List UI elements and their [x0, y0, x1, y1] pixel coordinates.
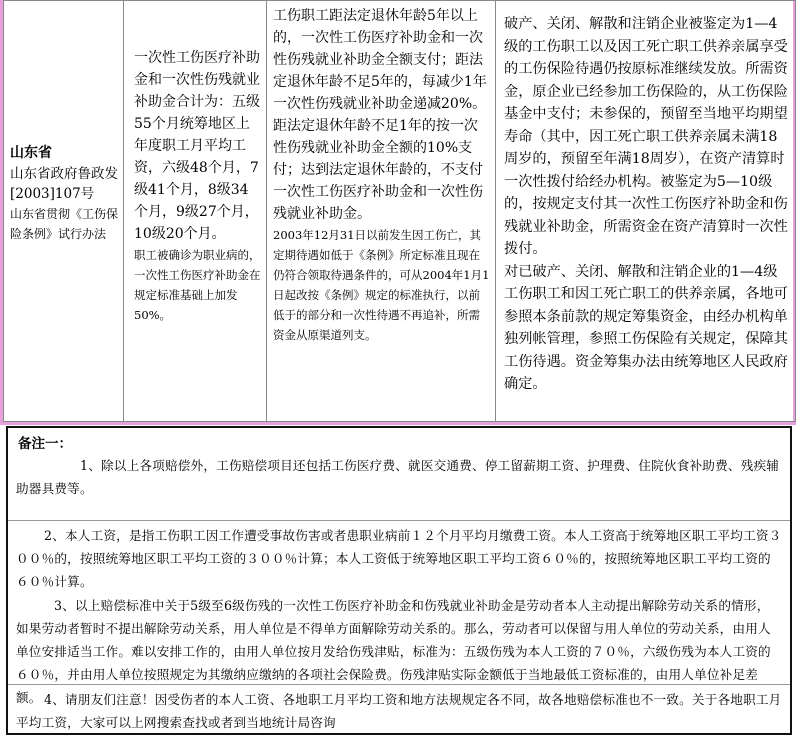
note-item: 2、本人工资，是指工伤职工因工作遭受事故伤害或者患职业病前１２个月平均月缴费工资。本人工资高于统筹地区职工平均工资３００％的，按照统筹地区职工平均工资的３００％计算；本人工资低于统筹地区职工平均工资６０％的，按照统筹地区职工平均工资的６０％计算。 [16, 528, 782, 589]
note-item: 4、请朋友们注意！因受伤者的本人工资、各地职工月平均工资和地方法规规定各不同，故各地赔偿标准也不一致。关于各地职工月平均工资，大家可以上网搜索查找或者到当地统计局咨询 [16, 692, 782, 730]
subsidy-standard: 一次性工伤医疗补助金和一次性伤残就业补助金合计为：五级55个月统筹地区上年度职工月平均工资，六级48个月，7级41个月，8级34个月，9级27个月，10级20个月。 [134, 50, 260, 242]
subsidy-cell [124, 1, 267, 422]
divider [8, 520, 790, 521]
document-number: 山东省政府鲁政发[2003]107号 [10, 166, 118, 202]
policy-table [3, 0, 796, 422]
divider [8, 684, 790, 685]
notes-title: 备注一： [18, 436, 72, 452]
retirement-cell [267, 1, 496, 422]
occupational-disease-note: 职工被确诊为职业病的，一次性工伤医疗补助金在规定标准基础上加发50%。 [134, 248, 261, 322]
enterprise-rule-1: 破产、关闭、解散和注销企业被鉴定为1—4级的工伤职工以及因工死亡职工供养亲属享受的工伤保险待遇仍按原标准继续发放。所需资金，原企业已经参加工伤保险的，从工伤保险基金中支付；未参保的，预留至当地平均期望寿命（其中，因工死亡职工供养亲属未满18周岁的，预留至年满18周岁），在资产清算时一次性拨付给经办机构。被鉴定为5—10级的，按规定支付其一次性工伤医疗补助金和伤残就业补助金，所需资金在资产清算时一次性拨付。 [504, 16, 788, 257]
enterprise-cell [496, 1, 796, 422]
note-item: 1、除以上各项赔偿外，工伤赔偿项目还包括工伤医疗费、就医交通费、停工留薪期工资、护理费、住院伙食补助费、残疾辅助器具费等。 [16, 458, 780, 496]
table-row [4, 1, 796, 422]
document-reference: 山东省贯彻《工伤保险条例》试行办法 [10, 207, 119, 241]
notes-box [6, 426, 792, 735]
region-cell [4, 1, 124, 422]
retirement-rule: 工伤职工距法定退休年龄5年以上的，一次性工伤医疗补助金和一次性伤残就业补助金全额支付；距法定退休年龄不足5年的，每减少1年一次性伤残就业补助金递减20%。距法定退休年龄不足1年的按一次性伤残就业补助金全额的10%支付；达到法定退休年龄的，不支付一次性工伤医疗补助金和一次性伤残就业补助金。 [273, 8, 487, 222]
province-name: 山东省 [10, 145, 52, 161]
transition-rule: 2003年12月31日以前发生因工伤亡，其定期待遇如低于《条例》所定标准且现在仍符合领取待遇条件的，可从2004年1月1日起改按《条例》规定的标准执行，以前低于的部分和一次性待遇不再追补，所需资金从原渠道列支。 [273, 228, 490, 342]
note-item: 3、以上赔偿标准中关于5级至6级伤残的一次性工伤医疗补助金和伤残就业补助金是劳动者本人主动提出解除劳动关系的情形，如果劳动者暂时不提出解除劳动关系，用人单位是不得单方面解除劳动关系的。那么，劳动者可以保留与用人单位的劳动关系，由用人单位安排适当工作。难以安排工作的，由用人单位按月发给伤残津贴，标准为：五级伤残为本人工资的７０％，六级伤残为本人工资的６０％，并由用人单位按照规定为其缴纳应缴纳的各项社会保险费。伤残津贴实际金额低于当地最低工资标准的，由用人单位补足差额。 [16, 598, 771, 705]
enterprise-rule-2: 对已破产、关闭、解散和注销企业的1—4级工伤职工和因工死亡职工的供养亲属，各地可参照本条前款的规定筹集资金，由经办机构单独列帐管理，参照工伤保险有关规定，保障其工伤待遇。资金筹集办法由统筹地区人民政府确定。 [504, 263, 788, 392]
